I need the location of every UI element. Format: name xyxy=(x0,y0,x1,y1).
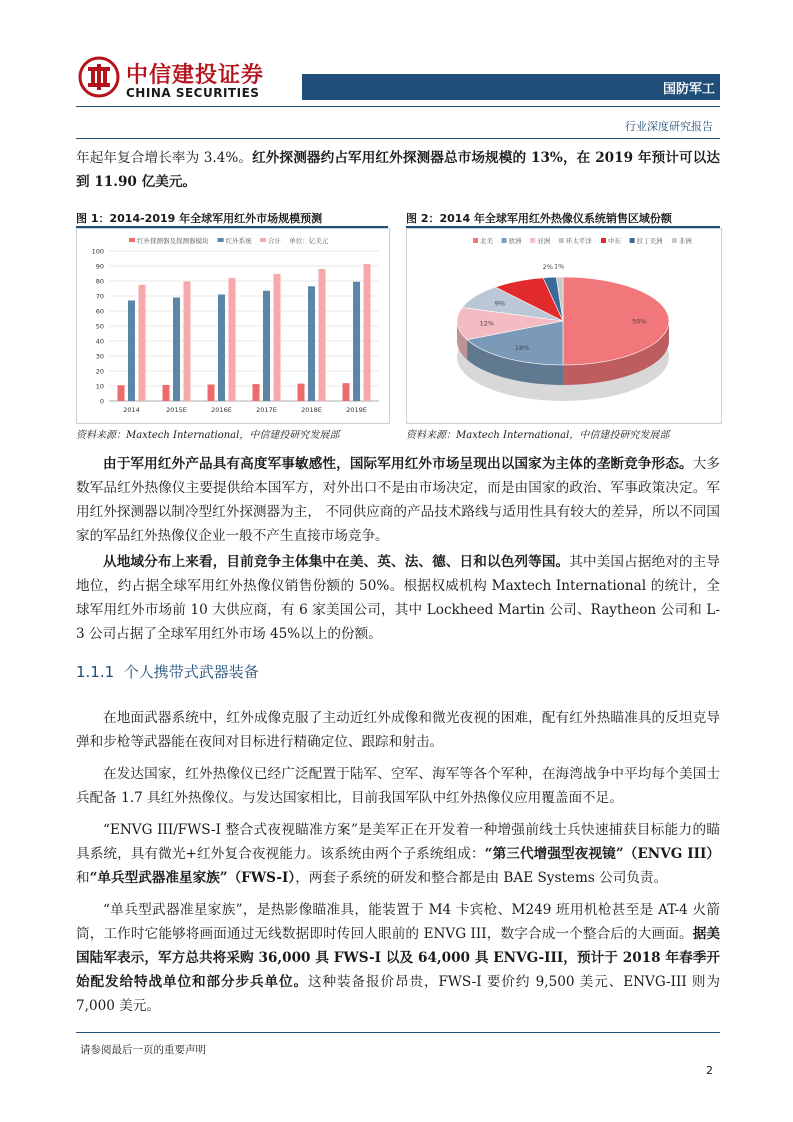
disclaimer-note: 请参阅最后一页的重要声明 xyxy=(80,1044,206,1056)
bar-2015E-1 xyxy=(173,298,180,402)
pie-legend-swatch-1 xyxy=(502,238,507,243)
figure1-chart-frame xyxy=(76,228,390,424)
sector-label: 国防军工 xyxy=(662,82,715,97)
y-tick-label: 50 xyxy=(95,322,104,331)
bar-chart-x-ticks xyxy=(123,406,367,414)
para6-bold1: 据美国陆军表示，军方总共将采购 36,000 具 FWS-I 以及 64,000 具 ENVG-III，预计于 2018 年春季开始配发给特战单位和部分步兵单位。 xyxy=(76,926,721,990)
pie-label-6: 1% xyxy=(554,262,565,271)
para2-plain: 其中美国占据绝对的主导地位，约占据全球军用红外热像仪销售份额的 50%。根据权威机构 Maxtech International 的统计，全球军用红外市场前 10 大供应商，有 6 家美国公司，其中 Lockheed Martin 公司、Raytheon 公司和 L-3 公司占据了全球军用红外市场 45%以上的份额。 xyxy=(76,554,721,642)
header-bar xyxy=(302,74,720,100)
bar-chart xyxy=(77,229,389,423)
legend-label-2: 合计 xyxy=(268,237,281,245)
bar-chart-marks xyxy=(118,264,371,401)
bar-2014-2 xyxy=(139,285,146,401)
pie-chart xyxy=(407,229,721,423)
figure2-title: 图 2：2014 年全球军用红外热像仪系统销售区域份额 xyxy=(406,212,672,225)
x-tick-label: 2019E xyxy=(346,406,367,414)
y-tick-label: 70 xyxy=(95,292,104,301)
bar-2018E-0 xyxy=(298,384,305,401)
pie-legend-swatch-0 xyxy=(473,238,478,243)
figure1-source: 资料来源：Maxtech International，中信建投研究发展部 xyxy=(76,430,340,441)
bar-2016E-2 xyxy=(229,278,236,401)
para5-bold1: “第三代增强型夜视镜”（ENVG III） xyxy=(484,846,720,862)
x-tick-label: 2016E xyxy=(211,406,232,414)
para1-bold: 由于军用红外产品具有高度军事敏感性，国际军用红外市场呈现出以国家为主体的垄断竞争形态。 xyxy=(103,456,693,472)
pie-legend-swatch-5 xyxy=(630,238,635,243)
bar-2018E-2 xyxy=(319,269,326,401)
pie-label-5: 2% xyxy=(542,262,553,271)
bar-2017E-1 xyxy=(263,291,270,401)
header-rule xyxy=(76,106,720,107)
para1-plain: 大多数军品红外热像仪主要提供给本国军方，对外出口不是由市场决定，而是由国家的政治、军事政策决定。军用红外探测器以制冷型红外探测器为主， 不同供应商的产品技术路线与适用性具有较大的差异，所以不同国家的军品红外热像仪企业一般不产生直接市场竞争。 xyxy=(76,456,721,544)
company-logo-icon xyxy=(78,56,120,98)
y-tick-label: 30 xyxy=(95,352,104,361)
para3-plain: 在地面武器系统中，红外成像克服了主动近红外成像和微光夜视的困难，配有红外热瞄准具的反坦克导弹和步枪等武器能在夜间对目标进行精确定位、跟踪和射击。 xyxy=(76,710,720,750)
bar-2017E-0 xyxy=(253,384,260,401)
y-tick-label: 10 xyxy=(95,382,104,391)
bar-2016E-0 xyxy=(208,385,215,402)
pie-legend-swatch-2 xyxy=(530,238,535,243)
bar-chart-legend xyxy=(129,236,329,245)
pie-label-1: 18% xyxy=(514,344,530,353)
subheader-rule xyxy=(76,138,720,139)
pie-legend-label-3: 环太平洋 xyxy=(565,237,592,245)
unit-label: 单位：亿美元 xyxy=(289,237,329,245)
bar-2017E-2 xyxy=(274,274,281,401)
footer-rule xyxy=(76,1032,720,1033)
para6-plain1: “单兵型武器准星家族”，是热影像瞄准具，能装置于 M4 卡宾枪、M249 班用机枪甚至是 AT-4 火箭筒，工作时它能够将画面通过无线数据即时传回人眼前的 ENVG III，数字合成一个整合后的大画面。 xyxy=(76,902,720,942)
x-tick-label: 2017E xyxy=(256,406,277,414)
bar-2019E-2 xyxy=(364,264,371,401)
paragraph-fws xyxy=(76,898,720,1018)
y-tick-label: 90 xyxy=(95,262,104,271)
paragraph-ground-weapons xyxy=(76,706,720,754)
paragraph-market-structure xyxy=(76,452,720,548)
pie-legend-label-2: 亚洲 xyxy=(537,237,551,245)
legend-label-1: 红外系统 xyxy=(225,237,252,245)
pie-legend-label-6: 非洲 xyxy=(678,237,692,245)
intro-paragraph xyxy=(76,146,720,194)
legend-swatch-2 xyxy=(260,238,266,242)
bar-2015E-0 xyxy=(163,385,170,401)
pie-label-0: 50% xyxy=(632,317,647,326)
pie-legend-label-1: 欧洲 xyxy=(508,237,522,245)
y-tick-label: 0 xyxy=(99,397,104,406)
section-heading xyxy=(76,661,259,682)
pie-legend-swatch-6 xyxy=(672,238,677,243)
para5-plain1: “ENVG III/FWS-I 整合式夜视瞄准方案”是美军正在开发着一种增强前线士兵快速捕获目标能力的瞄具系统，具有微光+红外复合夜视能力。该系统由两个子系统组成： xyxy=(76,822,720,862)
bar-2014-1 xyxy=(128,301,135,402)
pie-legend-swatch-4 xyxy=(601,238,606,243)
para6-plain2: 这种装备报价昂贵，FWS-I 要价约 9,500 美元、ENVG-III 则为 7,000 美元。 xyxy=(76,974,721,1014)
figure1-title: 图 1：2014-2019 年全球军用红外市场规模预测 xyxy=(76,212,323,225)
pie-legend-swatch-3 xyxy=(559,238,564,243)
intro-plain: 年起年复合增长率为 3.4%。 xyxy=(76,150,253,166)
y-tick-label: 20 xyxy=(95,367,104,376)
bar-2018E-1 xyxy=(308,286,315,401)
legend-label-0: 红外探测器及探测器模块 xyxy=(137,237,209,245)
para5-plain3: ，两套子系统的研发和整合都是由 BAE Systems 公司负责。 xyxy=(295,870,668,886)
y-tick-label: 40 xyxy=(95,337,104,346)
legend-swatch-0 xyxy=(129,238,135,242)
pie-label-2: 12% xyxy=(479,319,495,328)
para2-bold: 从地域分布上来看，目前竞争主体集中在美、英、法、德、日和以色列等国。 xyxy=(103,554,570,570)
figure2-source: 资料来源：Maxtech International，中信建投研究发展部 xyxy=(406,430,670,441)
paragraph-envg xyxy=(76,818,720,890)
y-tick-label: 80 xyxy=(95,277,104,286)
section-title: 个人携带式武器装备 xyxy=(123,663,259,681)
section-number: 1.1.1 xyxy=(76,663,115,681)
pie-legend-label-4: 中东 xyxy=(608,237,621,245)
legend-swatch-1 xyxy=(218,238,224,242)
pie-legend-label-5: 拉丁美洲 xyxy=(636,237,663,245)
x-tick-label: 2018E xyxy=(301,406,322,414)
para5-plain2: 和 xyxy=(76,870,90,886)
pie-legend-label-0: 北美 xyxy=(480,237,493,245)
para4-plain: 在发达国家，红外热像仪已经广泛配置于陆军、空军、海军等各个军种，在海湾战争中平均每个美国士兵配备 1.7 具红外热像仪。与发达国家相比，目前我国军队中红外热像仪应用覆盖面不足。 xyxy=(76,766,720,806)
bar-2016E-1 xyxy=(218,295,225,402)
bar-2014-0 xyxy=(118,385,125,401)
page-number: 2 xyxy=(706,1064,713,1077)
x-tick-label: 2014 xyxy=(123,406,140,414)
bar-2015E-2 xyxy=(184,281,191,401)
paragraph-developed-nations xyxy=(76,762,720,810)
bar-2019E-1 xyxy=(353,282,360,401)
paragraph-geography xyxy=(76,550,720,646)
pie-label-3: 9% xyxy=(494,299,506,308)
intro-bold: 红外探测器约占军用红外探测器总市场规模的 13%，在 2019 年预计可以达到 11.90 亿美元。 xyxy=(76,150,720,190)
y-tick-label: 60 xyxy=(95,307,104,316)
pie-chart-legend xyxy=(473,236,692,245)
y-tick-label: 100 xyxy=(91,247,104,256)
company-name-cn: 中信建投证券 xyxy=(126,63,265,88)
bar-2019E-0 xyxy=(343,383,350,401)
report-type: 行业深度研究报告 xyxy=(625,120,713,133)
x-tick-label: 2015E xyxy=(166,406,187,414)
figure2-chart-frame xyxy=(406,228,722,424)
para5-bold2: “单兵型武器准星家族”（FWS-I） xyxy=(89,870,296,886)
company-name-en: CHINA SECURITIES xyxy=(126,86,260,100)
